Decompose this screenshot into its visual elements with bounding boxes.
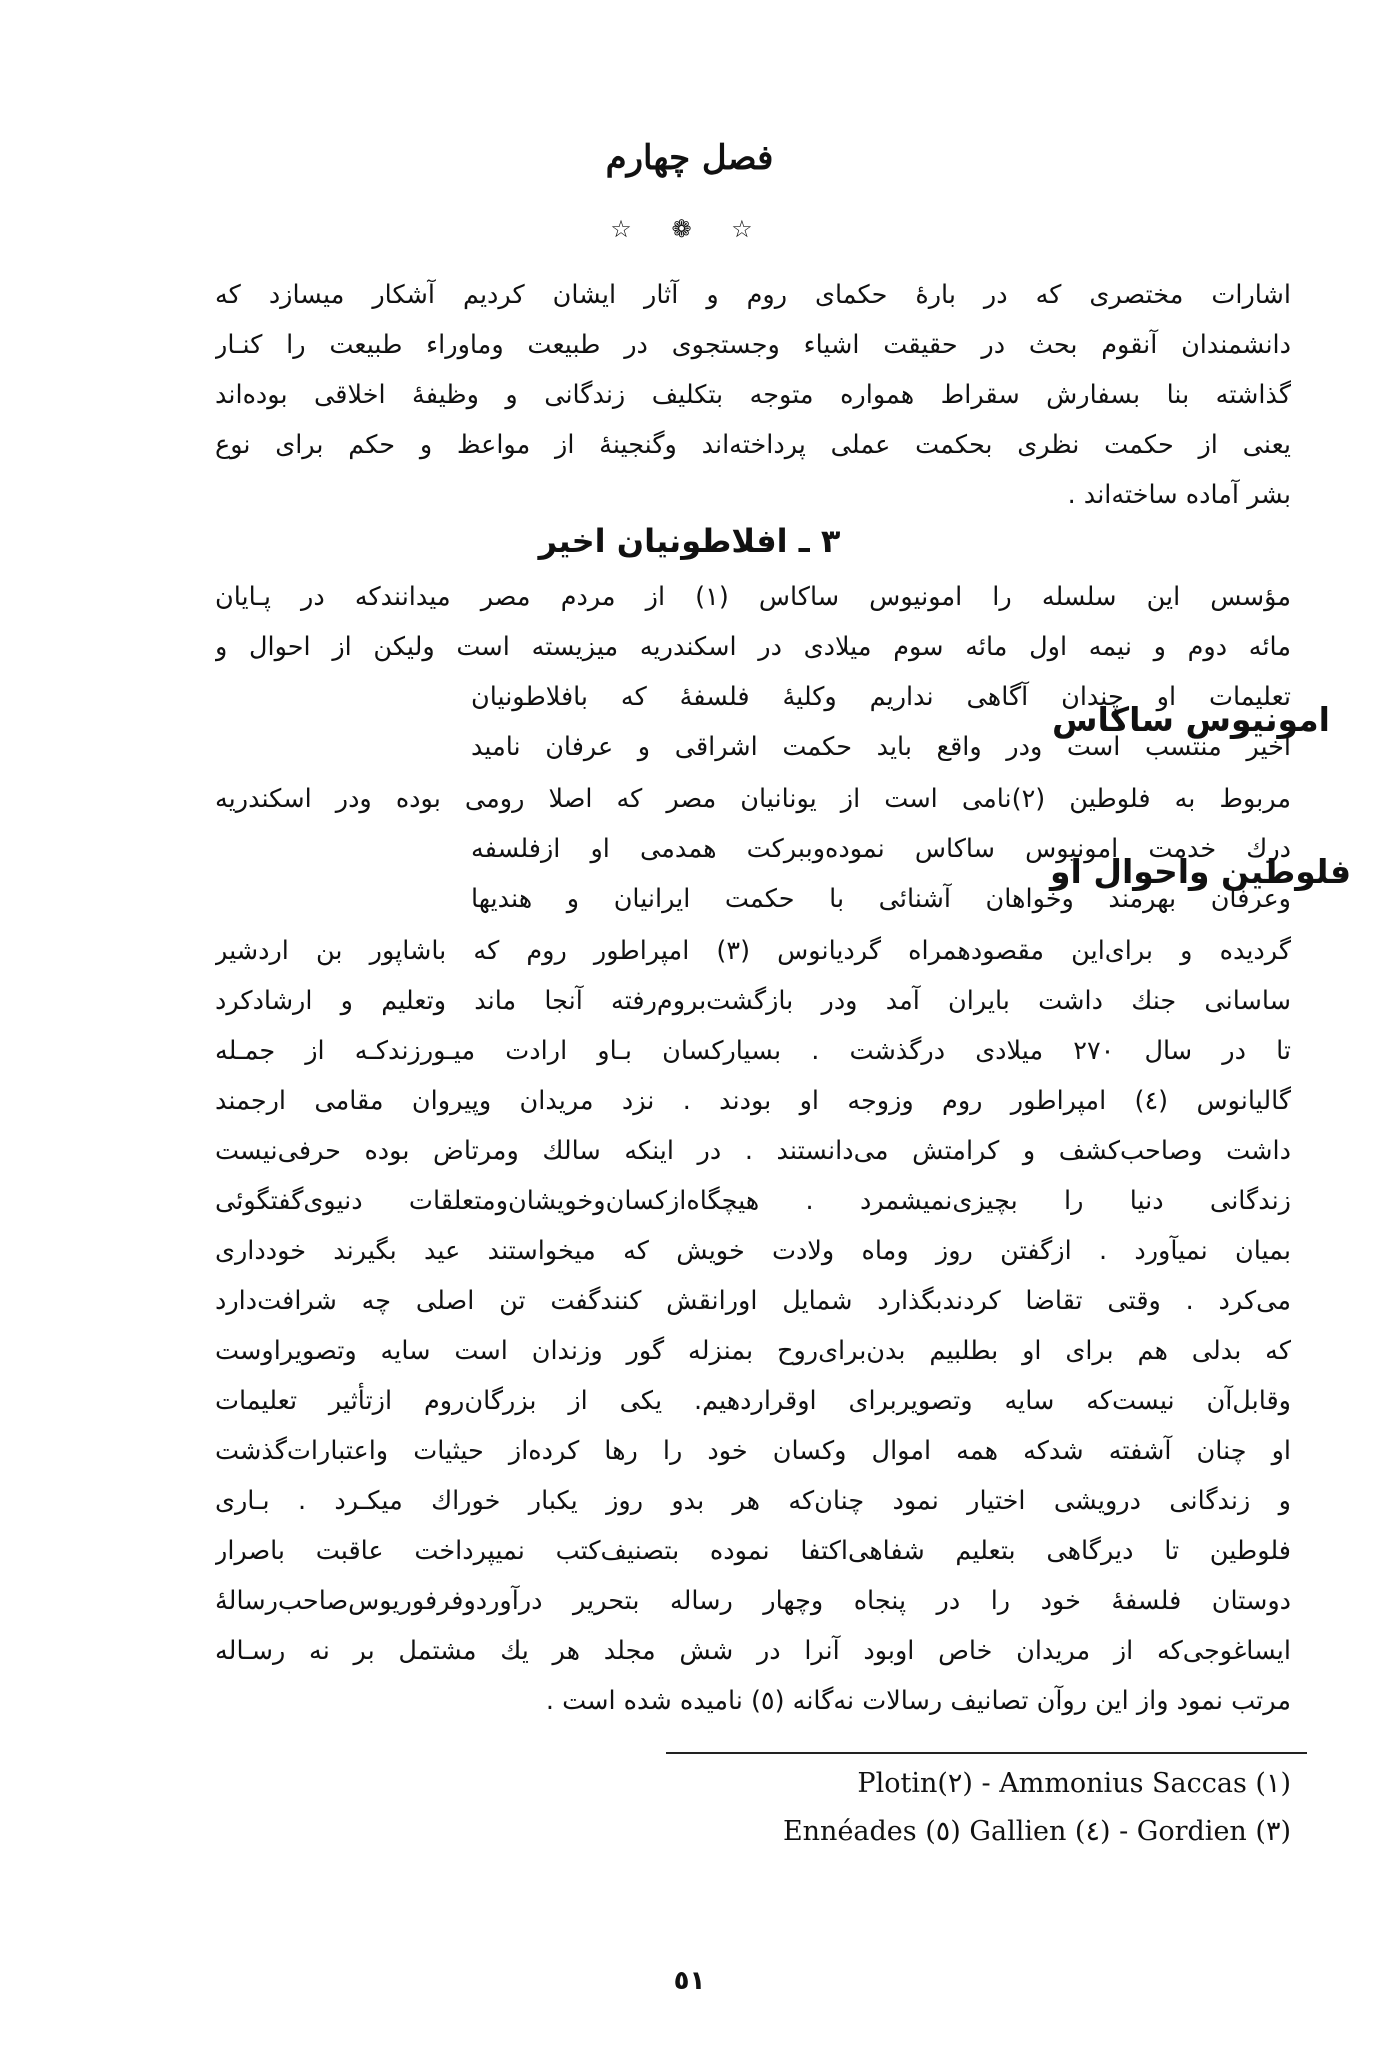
- text-line: گالیانوس (٤) امپراطور روم وزوجه او بودند . نزد مریدان وپیروان مقامی ارجمند: [215, 1086, 1291, 1116]
- text-line: اشارات مختصری که در بارهٔ حکمای روم و آثار ایشان کردیم آشکار میسازد که: [215, 280, 1291, 310]
- section-heading: ۳ ـ افلاطونیان اخیر: [538, 522, 841, 560]
- text-line: یعنی از حکمت نظری بحکمت عملی پرداخته‌اند وگنجینهٔ از مواعظ و حکم برای نوع: [215, 430, 1291, 460]
- text-line: ساسانی جنك داشت بایران آمد ودر بازگشت‌بروم‌رفته آنجا ماند وتعلیم و ارشادکرد: [215, 986, 1291, 1016]
- text-line: که بدلی هم برای او بطلبیم بدن‌برای‌روح بمنزله گور وزندان است سایه وتصویراوست: [215, 1336, 1291, 1366]
- footnote-line: Ennéades (٥) Gallien (٤) - Gordien (٣): [782, 1816, 1291, 1847]
- text-line: می‌کرد . وقتی تقاضا کردندبگذارد شمایل اورانقش کنندگفت تن اصلی چه شرافت‌دارد: [215, 1286, 1291, 1316]
- text-line: درك خدمت امونیوس ساکاس نموده‌وببرکت همدمی او ازفلسفه: [471, 834, 1291, 864]
- page-number: ٥١: [673, 1966, 706, 1996]
- ornament-divider: ☆ ❁ ☆: [610, 215, 769, 243]
- text-line: وقابل‌آن نیست‌که سایه وتصویر‌برای اوقراردهیم. یکی از بزرگان‌روم ازتأثیر تعلیمات: [215, 1386, 1291, 1416]
- margin-note-plotin: فلوطین واحوال او: [1050, 852, 1352, 891]
- text-line: تعلیمات او چندان آگاهی نداریم وکلیهٔ فلسفهٔ که بافلاطونیان: [471, 682, 1291, 712]
- text-line: تا در سال ۲۷۰ میلادی درگذشت . بسیارکسان بـاو ارادت میـورزندکـه از جمـله: [215, 1036, 1291, 1066]
- text-line: گردیده و برای‌این مقصود‌همراه گردیانوس (۳) امپراطور روم که باشاپور بن اردشیر: [215, 936, 1291, 966]
- text-line: بمیان نمیآورد . ازگفتن روز وماه ولادت خویش که میخواستند عید بگیرند خودداری: [215, 1236, 1291, 1266]
- text-line: اخیر منتسب است ودر واقع باید حکمت اشراقی و عرفان نامید: [471, 732, 1291, 762]
- text-line: دانشمندان آنقوم بحث در حقیقت اشیاء وجستجوی در طبیعت وماوراء طبیعت را کنـار: [215, 330, 1291, 360]
- text-line: فلوطین تا دیرگاهی بتعلیم شفاهی‌اکتفا نموده بتصنیف‌کتب نمیپرداخت عاقبت باصرار: [215, 1536, 1291, 1566]
- text-line: زندگانی دنیا را بچیزی‌نمیشمرد . هیچگاه‌ازکسان‌وخویشان‌ومتعلقات دنیوی‌گفتگوئی: [215, 1186, 1291, 1216]
- footnote-divider: [666, 1752, 1307, 1754]
- text-line: و زندگانی درویشی اختیار نمود چنان‌که هر بدو روز یکبار خوراك میکـرد . بـاری: [215, 1486, 1291, 1516]
- text-line: وعرفان بهرمند وخواهان آشنائی با حکمت ایرانیان و هندیها: [471, 884, 1291, 914]
- text-line: مرتب نمود واز این روآن تصانیف رسالات نه‌گانه (٥) نامیده شده است .: [545, 1686, 1291, 1716]
- text-line: داشت وصاحب‌کشف و کرامتش می‌دانستند . در اینکه سالك ومرتاض بوده حرفی‌نیست: [215, 1136, 1291, 1166]
- chapter-title: فصل چهارم: [605, 138, 774, 178]
- text-line: مائه دوم و نیمه اول مائه سوم میلادی در اسکندریه میزیسته است ولیکن از احوال و: [215, 632, 1291, 662]
- text-line: ایساغوجی‌که از مریدان خاص اوبود آنرا در شش مجلد هر یك مشتمل بر نه رسـاله: [215, 1636, 1291, 1666]
- text-line: مربوط به فلوطین (۲)نامی است از یونانیان مصر که اصلا رومی بوده ودر اسکندریه: [215, 784, 1291, 814]
- text-line: گذاشته بنا بسفارش سقراط همواره متوجه بتکلیف زندگانی و وظیفهٔ اخلاقی بوده‌اند: [215, 380, 1291, 410]
- margin-note-ammonius: امونیوس ساکاس: [1052, 700, 1330, 739]
- text-line: دوستان فلسفهٔ خود را در پنجاه وچهار رساله بتحریر درآوردوفرفوریوس‌صاحب‌رسالهٔ: [215, 1586, 1291, 1616]
- text-line: او چنان آشفته شدکه همه اموال وکسان خود را رها کرده‌از حیثیات واعتبارات‌گذشت: [215, 1436, 1291, 1466]
- footnote-line: Plotin(٢) - Ammonius Saccas (١): [857, 1768, 1291, 1799]
- text-line: بشر آماده ساخته‌اند .: [1067, 480, 1291, 510]
- text-line: مؤسس این سلسله را امونیوس ساکاس (۱) از مردم مصر میدانندکه در پـایان: [215, 582, 1291, 612]
